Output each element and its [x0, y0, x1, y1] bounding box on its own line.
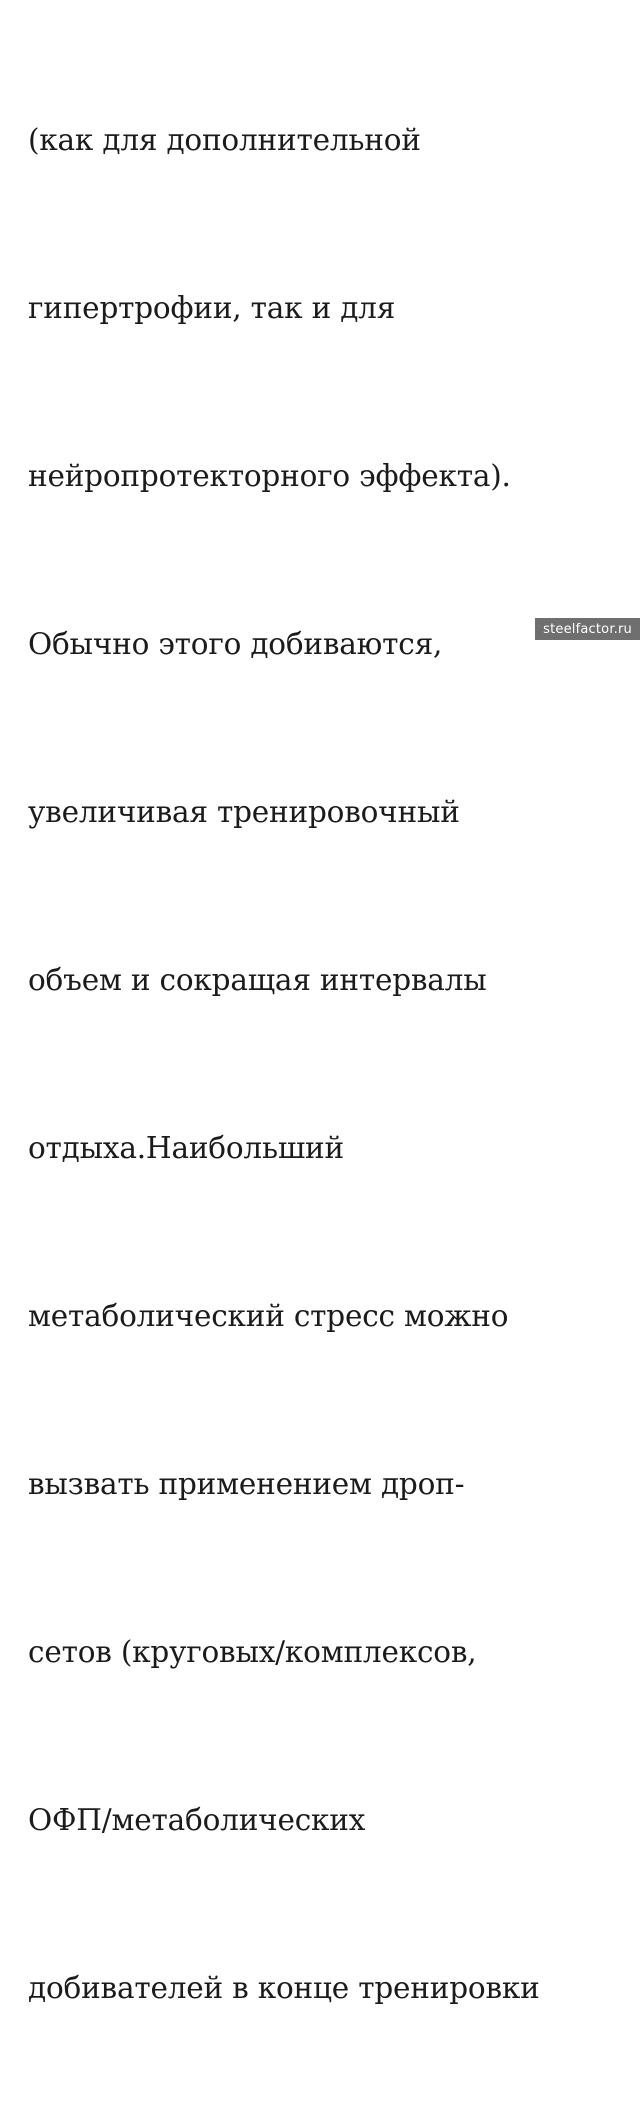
text-line: увеличивая тренировочный [28, 795, 460, 829]
text-line: ОФП/метаболических [28, 1803, 366, 1837]
text-line: вызвать применением дроп- [28, 1467, 465, 1501]
watermark-label: steelfactor.ru [543, 621, 632, 637]
text-line: отдыха.Наибольший [28, 1131, 344, 1165]
text-line: сетов (круговых/комплексов, [28, 1635, 477, 1669]
text-line: метаболический стресс можно [28, 1299, 509, 1333]
text-line: (как для дополнительной [28, 123, 421, 157]
text-line: объем и сокращая интервалы [28, 963, 487, 997]
text-line: нейропротекторного эффекта). [28, 459, 511, 493]
text-line: гипертрофии, так и для [28, 291, 396, 325]
text-line: добивателей в конце тренировки [28, 1971, 540, 2005]
watermark-badge [535, 618, 640, 640]
text-line: Обычно этого добиваются, [28, 627, 443, 661]
